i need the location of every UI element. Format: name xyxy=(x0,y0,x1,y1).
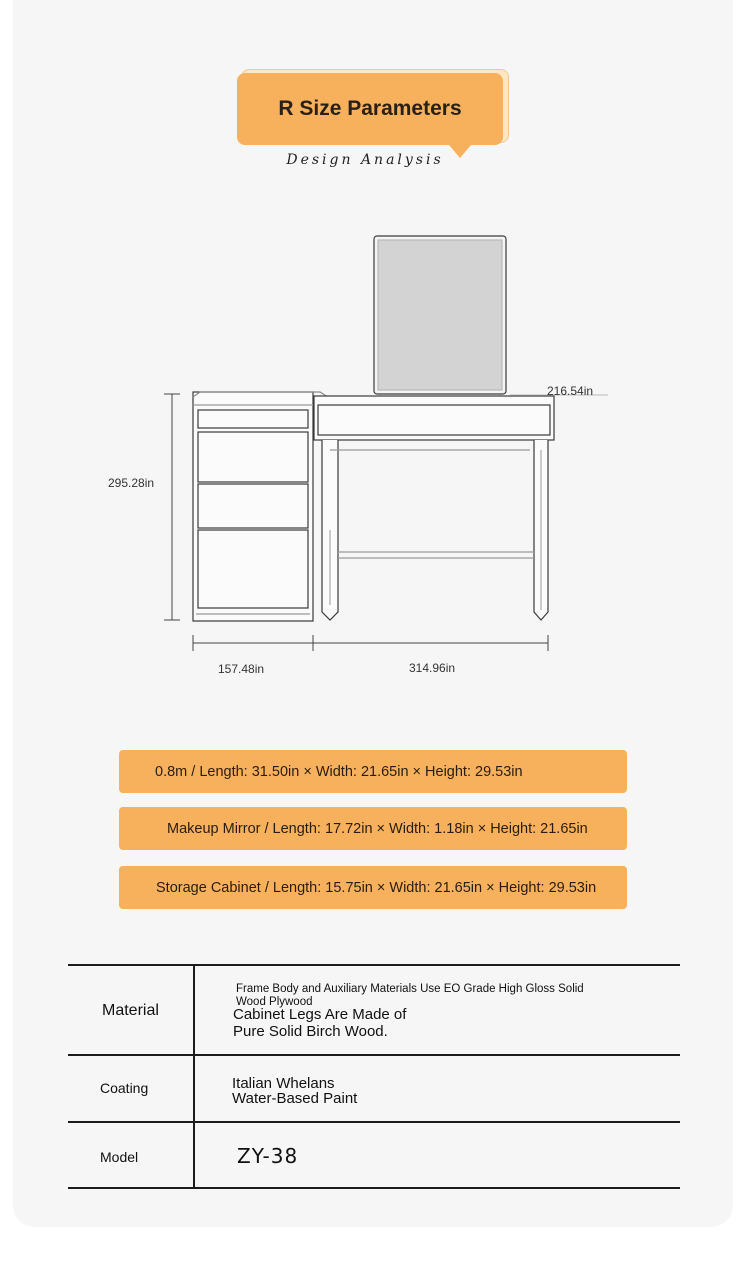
material-label: Material xyxy=(102,1002,159,1019)
coating-label: Coating xyxy=(100,1080,149,1096)
coating-value: Italian Whelans Water-Based Paint xyxy=(232,1075,358,1107)
spec-mirror-text: Makeup Mirror / Length: 17.72in × Width: 1.18in × Height: 21.65in xyxy=(167,820,588,837)
mirror-glass xyxy=(378,240,502,390)
table-top xyxy=(314,396,554,440)
page-subtitle: Design Analysis xyxy=(286,152,444,168)
spec-table-text: 0.8m / Length: 31.50in × Width: 21.65in × Height: 29.53in xyxy=(155,763,523,780)
table-rule-bottom xyxy=(68,1187,680,1189)
cabinet-width-label: 157.48in xyxy=(218,662,265,676)
material-value-primary: Frame Body and Auxiliary Materials Use EO Grade High Gloss Solid Wood Plywood xyxy=(236,983,584,1008)
table-rule-2 xyxy=(68,1121,680,1123)
spec-bar-mirror xyxy=(119,807,627,850)
spec-bar-cabinet xyxy=(119,866,627,909)
cabinet-body xyxy=(193,392,313,621)
mirror-width-label: 216.54in xyxy=(547,384,594,398)
table-rule-top xyxy=(68,964,680,966)
spec-cabinet-text: Storage Cabinet / Length: 15.75in × Width: 21.65in × Height: 29.53in xyxy=(156,879,597,896)
table-width-label: 314.96in xyxy=(409,661,456,675)
model-label: Model xyxy=(100,1149,139,1165)
table-divider xyxy=(193,964,195,1189)
spec-bar-table xyxy=(119,750,627,793)
height-label: 295.28in xyxy=(108,476,155,490)
table-rule-1 xyxy=(68,1054,680,1056)
material-value-secondary: Cabinet Legs Are Made of Pure Solid Birch Wood. xyxy=(233,1006,407,1041)
page-title: R Size Parameters xyxy=(237,73,503,145)
model-value: ZY-38 xyxy=(237,1144,299,1168)
